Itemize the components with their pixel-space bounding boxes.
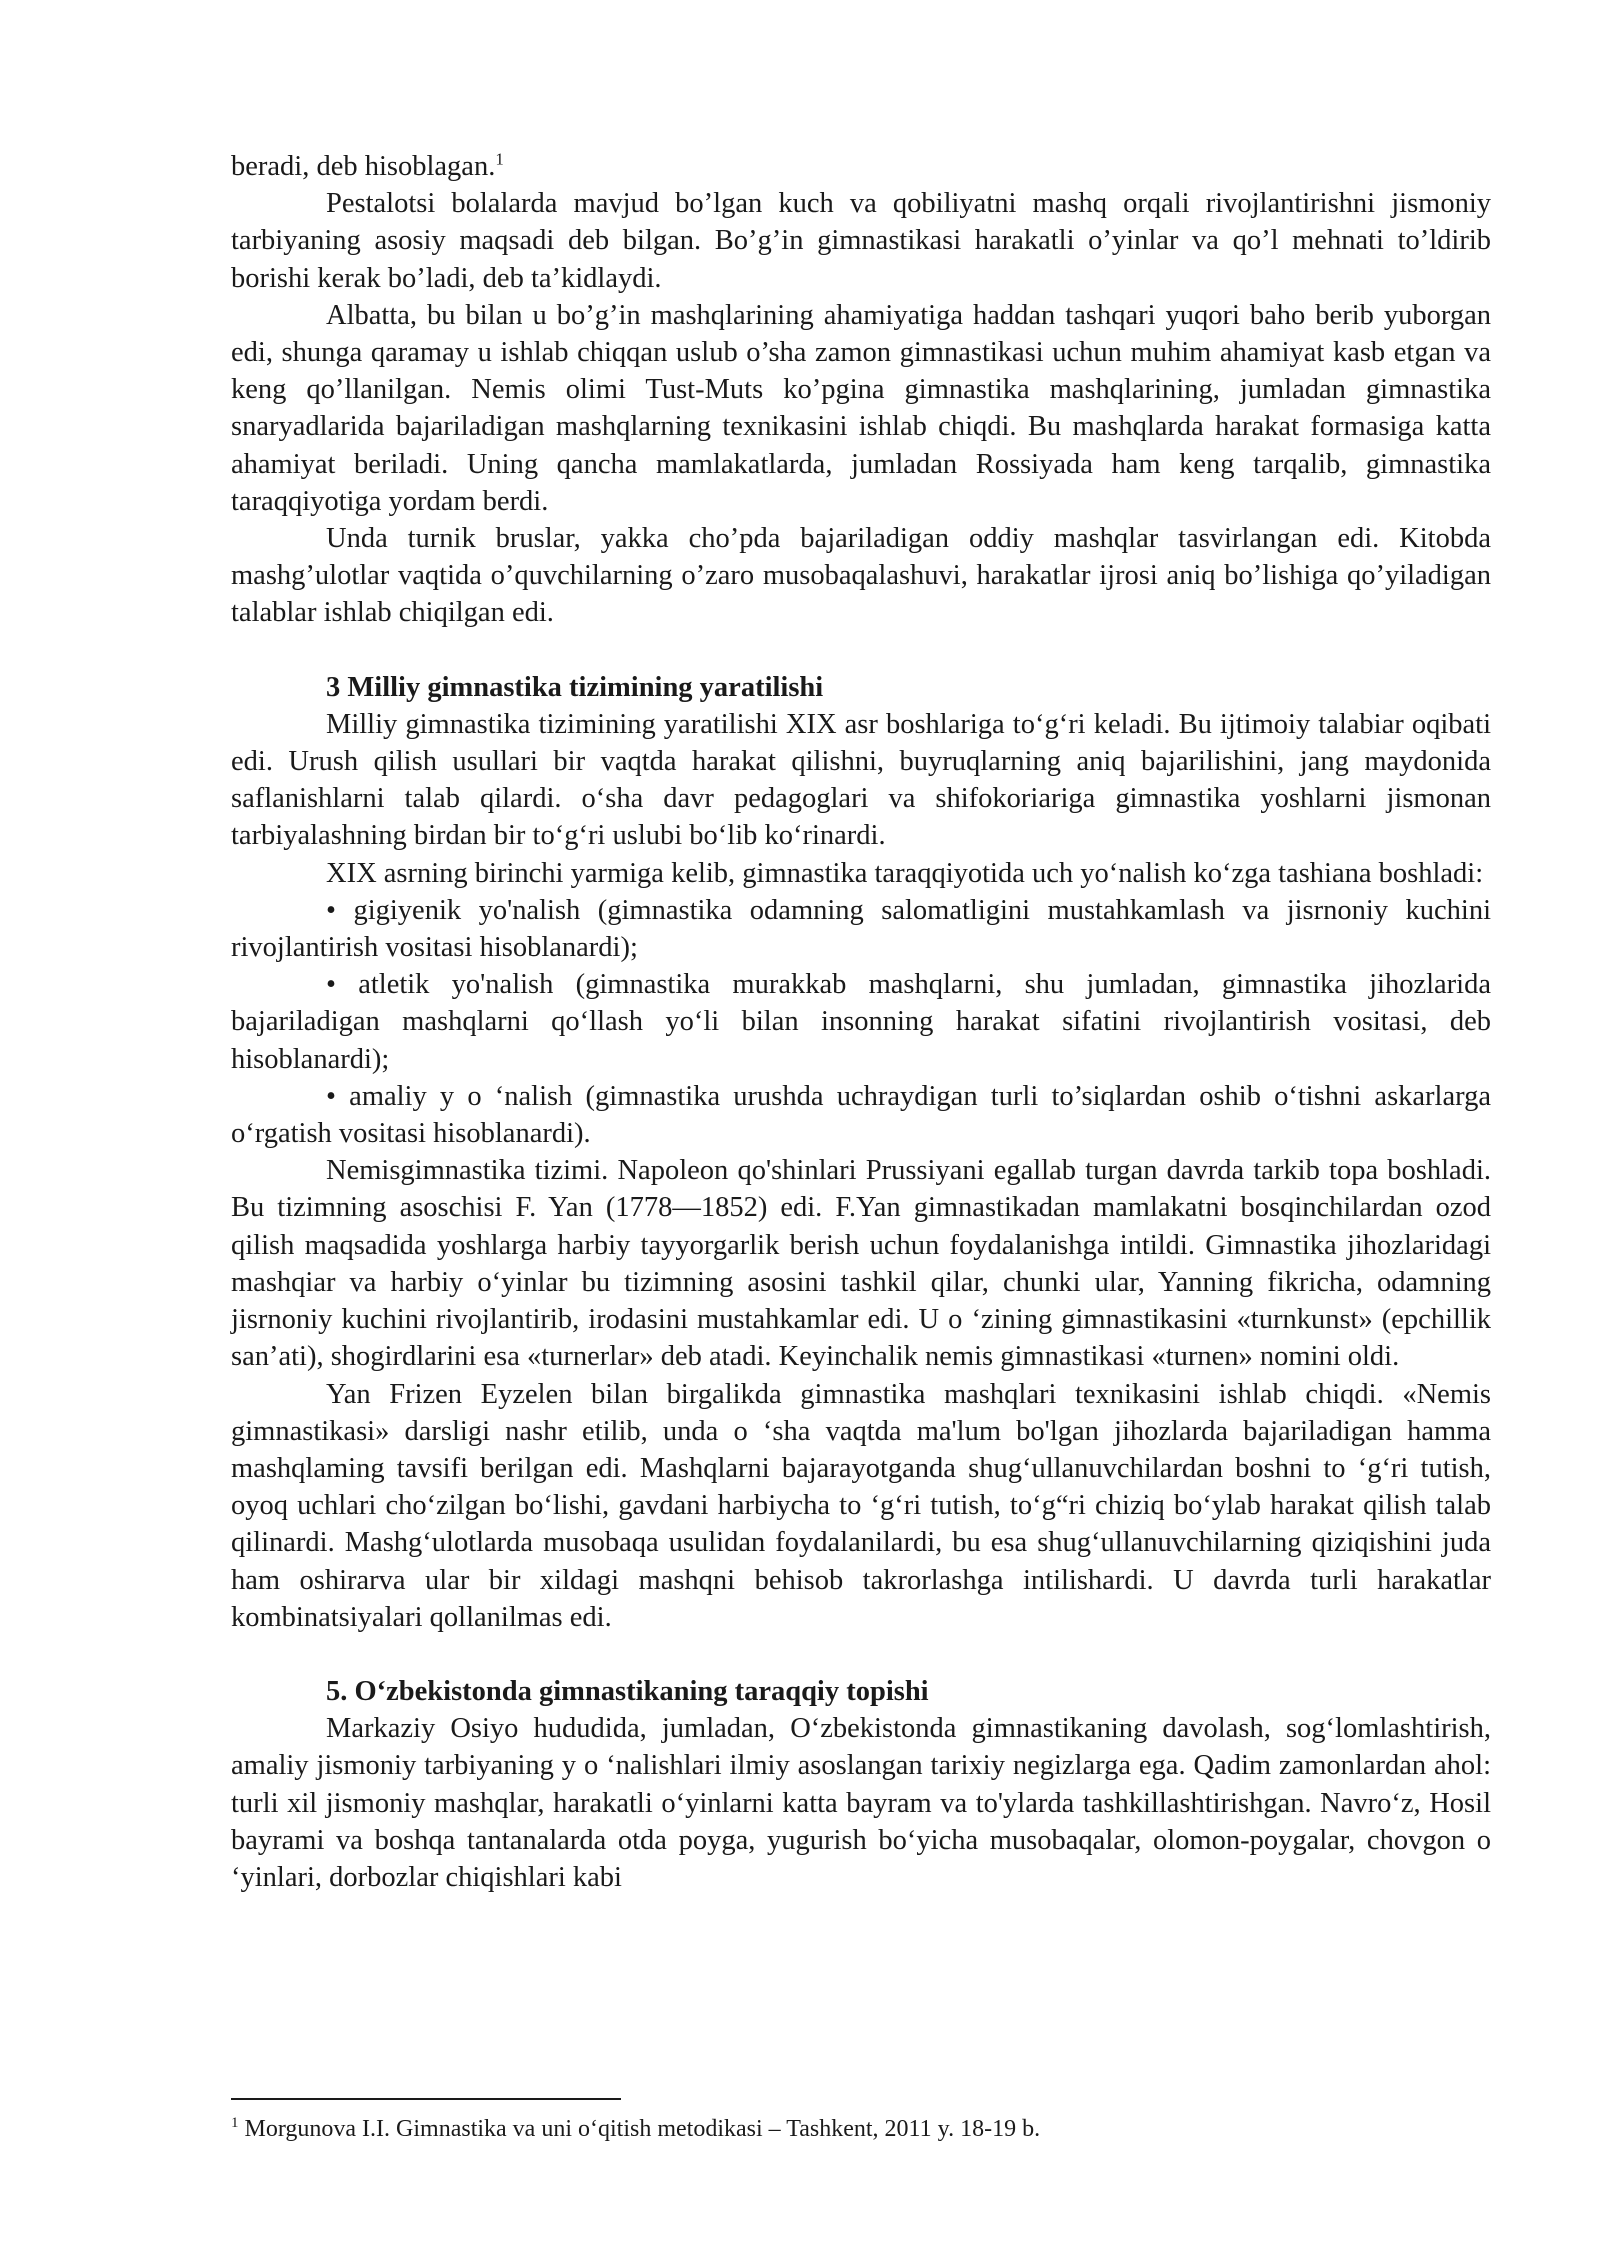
paragraph-text: beradi, deb hisoblagan.: [231, 151, 496, 182]
footnote: [231, 2114, 1491, 2144]
section-heading-5: 5. O‘zbekistonda gimnastikaning taraqqiy topishi: [326, 1675, 929, 1707]
list-item-amaliy: • amaliy y o ‘nalish (gimnastika urushda uchraydigan turli to’siqlardan oshib o‘tishni askarlarga o‘rgatish vositasi hisoblanardi).: [231, 1080, 1491, 1150]
paragraph-markaziy-osiyo: Markaziy Osiyo hududida, jumladan, O‘zbekistonda gimnastikaning davolash, sog‘lomlashtirish, amaliy jismoniy tarbiyaning y o ‘nalishlari ilmiy asoslangan tarixiy negizlarga ega. Qadim zamonlardan ahol: turli xil jismoniy mashqlar, harakatli o‘yinlarni katta bayram va to'ylarda tashkillashtirishgan. Navro‘z, Hosil bayrami va boshqa tantanalarda otda poyga, yugurish bo‘yicha musobaqalar, olomon-poygalar, chovgon o ‘yinlari, dorbozlar chiqishlari kabi: [231, 1713, 1491, 1893]
footnote-separator: [231, 2098, 621, 2100]
paragraph-yan-frizen: Yan Frizen Eyzelen bilan birgalikda gimnastika mashqlari texnikasini ishlab chiqdi. «Nemis gimnastikasi» darsligi nashr etilib, unda o ‘sha vaqtda ma'lum bo'lgan jihozlarda bajariladigan hamma mashqlaming tavsifi berilgan edi. Mashqlarni bajarayotganda shug‘ullanuvchilardan boshni to ‘g‘ri tutish, oyoq uchlari cho‘zilgan bo‘lishi, gavdani harbiycha to ‘g‘ri tutish, to‘g“ri chiziq bo‘ylab harakat qilish talab qilinardi. Mashg‘ulotlarda musobaqa usulidan foydalanilardi, bu esa shug‘ullanuvchilarning qiziqishini juda ham oshirarva ular bir xildagi mashqni behisob takrorlashga intilishardi. U davrda turli harakatlar kombinatsiyalari qollanilmas edi.: [231, 1378, 1491, 1633]
section-heading-3: 3 Milliy gimnastika tizimining yaratilishi: [326, 671, 824, 703]
footnote-reference: 1: [495, 149, 504, 169]
section-gap: [231, 632, 1491, 669]
paragraph-turnik: Unda turnik bruslar, yakka cho’pda bajariladigan oddiy mashqlar tasvirlangan edi. Kitobda mashg’ulotlar vaqtida o’quvchilarning o’zaro musobaqalashuvi, harakatlar ijrosi aniq bo’lishiga qo’yiladigan talablar ishlab chiqilgan edi.: [231, 523, 1491, 629]
footnote-text: Morgunova I.I. Gimnastika va uni o‘qitish metodikasi – Tashkent, 2011 y. 18-19 b.: [244, 2116, 1041, 2142]
paragraph-continuation: [231, 148, 1491, 185]
paragraph-nemis-gimnastika: Nemisgimnastika tizimi. Napoleon qo'shinlari Prussiyani egallab turgan davrda tarkib topa boshladi. Bu tizimning asoschisi F. Yan (1778—1852) edi. F.Yan gimnastikadan mamlakatni bosqinchilardan ozod qilish maqsadida yoshlarga harbiy tayyorgarlik berish uchun foydalanishga intildi. Gimnastika jihozlaridagi mashqiar va harbiy o‘yinlar bu tizimning asosini tashkil qilar, chunki ular, Yanning fikricha, odamning jisrnoniy kuchini rivojlantirib, irodasini mustahkamlar edi. U o ‘zining gimnastikasini «turnkunst» (epchillik san’ati), shogirdlarini esa «turnerlar» deb atadi. Keyinchalik nemis gimnastikasi «turnen» nomini oldi.: [231, 1155, 1491, 1373]
list-item-gigiyenik: • gigiyenik yo'nalish (gimnastika odamning salomatligini mustahkamlash va jisrnoniy kuchini rivojlantirish vositasi hisoblanardi);: [231, 894, 1491, 964]
document-body: [231, 148, 1491, 1896]
list-item-atletik: • atletik yo'nalish (gimnastika murakkab mashqlarni, shu jumladan, gimnastika jihozlarida bajariladigan mashqlarni qo‘llash yo‘li bilan insonning harakat sifatini rivojlantirish vositasi, deb hisoblanardi);: [231, 969, 1491, 1075]
paragraph-pestalotsi: Pestalotsi bolalarda mavjud bo’lgan kuch va qobiliyatni mashq orqali rivojlantirishni jismoniy tarbiyaning asosiy maqsadi deb bilgan. Bo’g’in gimnastikasi harakatli o’yinlar va qo’l mehnati to’ldirib borishi kerak bo’ladi, deb ta’kidlaydi.: [231, 188, 1491, 294]
paragraph-milliy-gimnastika: Milliy gimnastika tizimining yaratilishi XIX asr boshlariga to‘g‘ri keladi. Bu ijtimoiy talabiar oqibati edi. Urush qilish usullari bir vaqtda harakat qilishni, buyruqlarning aniq bajarilishini, jang maydonida saflanishlarni talab qilardi. o‘sha davr pedagoglari va shifokoriariga gimnastika yoshlarni jismonan tarbiyalashning birdan bir to‘g‘ri uslubi bo‘lib ko‘rinardi.: [231, 708, 1491, 852]
paragraph-tust-muts: Albatta, bu bilan u bo’g’in mashqlarining ahamiyatiga haddan tashqari yuqori baho berib yuborgan edi, shunga qaramay u ishlab chiqqan uslub o’sha zamon gimnastikasi uchun muhim ahamiyat kasb etgan va keng qo’llanilgan. Nemis olimi Tust-Muts ko’pgina gimnastika mashqlarining, jumladan gimnastika snaryadlarida bajariladigan mashqlarning texnikasini ishlab chiqdi. Bu mashqlarda harakat formasiga katta ahamiyat beriladi. Uning qancha mamlakatlarda, jumladan Rossiyada ham keng tarqalib, gimnastika taraqqiyotiga yordam berdi.: [231, 299, 1491, 517]
paragraph-xix-asr: XIX asrning birinchi yarmiga kelib, gimnastika taraqqiyotida uch yo‘nalish ko‘zga tashiana boshladi:: [326, 857, 1484, 889]
footnote-marker: 1: [231, 2115, 239, 2131]
section-gap: [231, 1636, 1491, 1673]
